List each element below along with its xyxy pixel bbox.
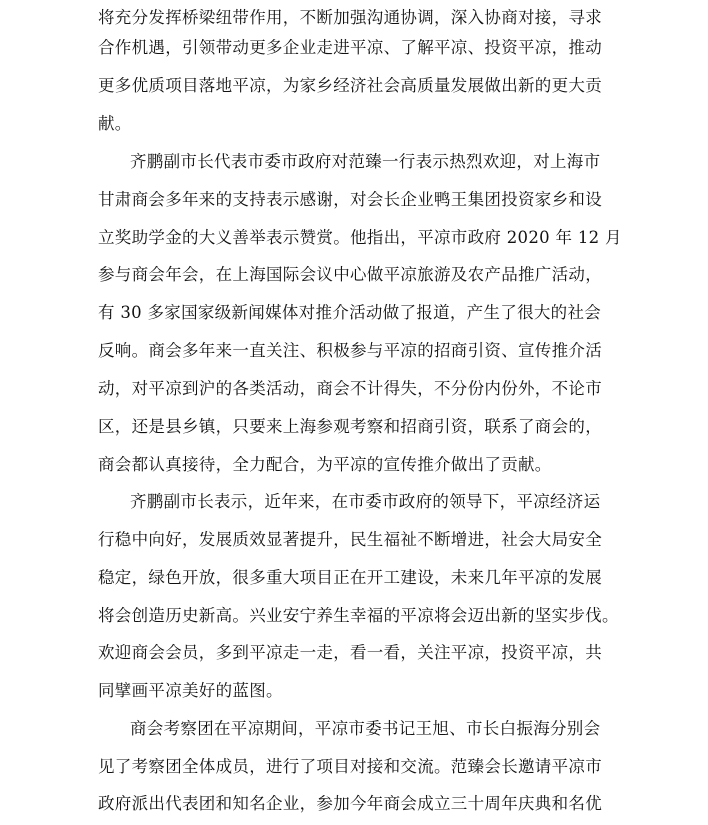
paragraph-start-line: 齐鹏副市长代表市委市政府对范臻一行表示热烈欢迎，对上海市 <box>130 152 601 171</box>
paragraph-start-line: 齐鹏副市长表示，近年来，在市委市政府的领导下，平凉经济运 <box>130 492 601 511</box>
text-line: 商会都认真接待，全力配合，为平凉的宣传推介做出了贡献。 <box>98 455 552 474</box>
text-line: 将会创造历史新高。兴业安宁养生幸福的平凉将会迈出新的坚实步伐。 <box>98 606 619 625</box>
text-line: 甘肃商会多年来的支持表示感谢，对会长企业鸭王集团投资家乡和设 <box>98 190 602 209</box>
paragraph-start-line: 商会考察团在平凉期间，平凉市委书记王旭、市长白振海分别会 <box>130 719 601 738</box>
text-line: 立奖助学金的大义善举表示赞赏。他指出，平凉市政府 2020 年 12 月 <box>98 228 622 247</box>
text-line: 行稳中向好，发展质效显著提升，民生福祉不断增进，社会大局安全 <box>98 530 602 549</box>
text-line: 献。 <box>98 114 132 133</box>
text-line: 参与商会年会，在上海国际会议中心做平凉旅游及农产品推广活动， <box>98 265 602 284</box>
text-line: 欢迎商会会员，多到平凉走一走，看一看，关注平凉，投资平凉，共 <box>98 643 602 662</box>
text-line: 区，还是县乡镇，只要来上海参观考察和招商引资，联系了商会的， <box>98 417 602 436</box>
text-line: 稳定，绿色开放，很多重大项目正在开工建设，未来几年平凉的发展 <box>98 568 602 587</box>
text-line: 更多优质项目落地平凉，为家乡经济社会高质量发展做出新的更大贡 <box>98 76 602 95</box>
text-line: 反响。商会多年来一直关注、积极参与平凉的招商引资、宣传推介活 <box>98 341 602 360</box>
text-line: 有 30 多家国家级新闻媒体对推介活动做了报道，产生了很大的社会 <box>98 303 602 322</box>
text-line: 政府派出代表团和知名企业，参加今年商会成立三十周年庆典和名优 <box>98 794 602 813</box>
text-line: 合作机遇，引领带动更多企业走进平凉、了解平凉、投资平凉，推动 <box>98 38 602 57</box>
text-line: 将充分发挥桥梁纽带作用，不断加强沟通协调，深入协商对接，寻求 <box>98 8 602 27</box>
text-line: 同擘画平凉美好的蓝图。 <box>98 681 283 700</box>
text-line: 见了考察团全体成员，进行了项目对接和交流。范臻会长邀请平凉市 <box>98 757 602 776</box>
text-line: 动，对平凉到沪的各类活动，商会不计得失，不分份内份外，不论市 <box>98 379 602 398</box>
